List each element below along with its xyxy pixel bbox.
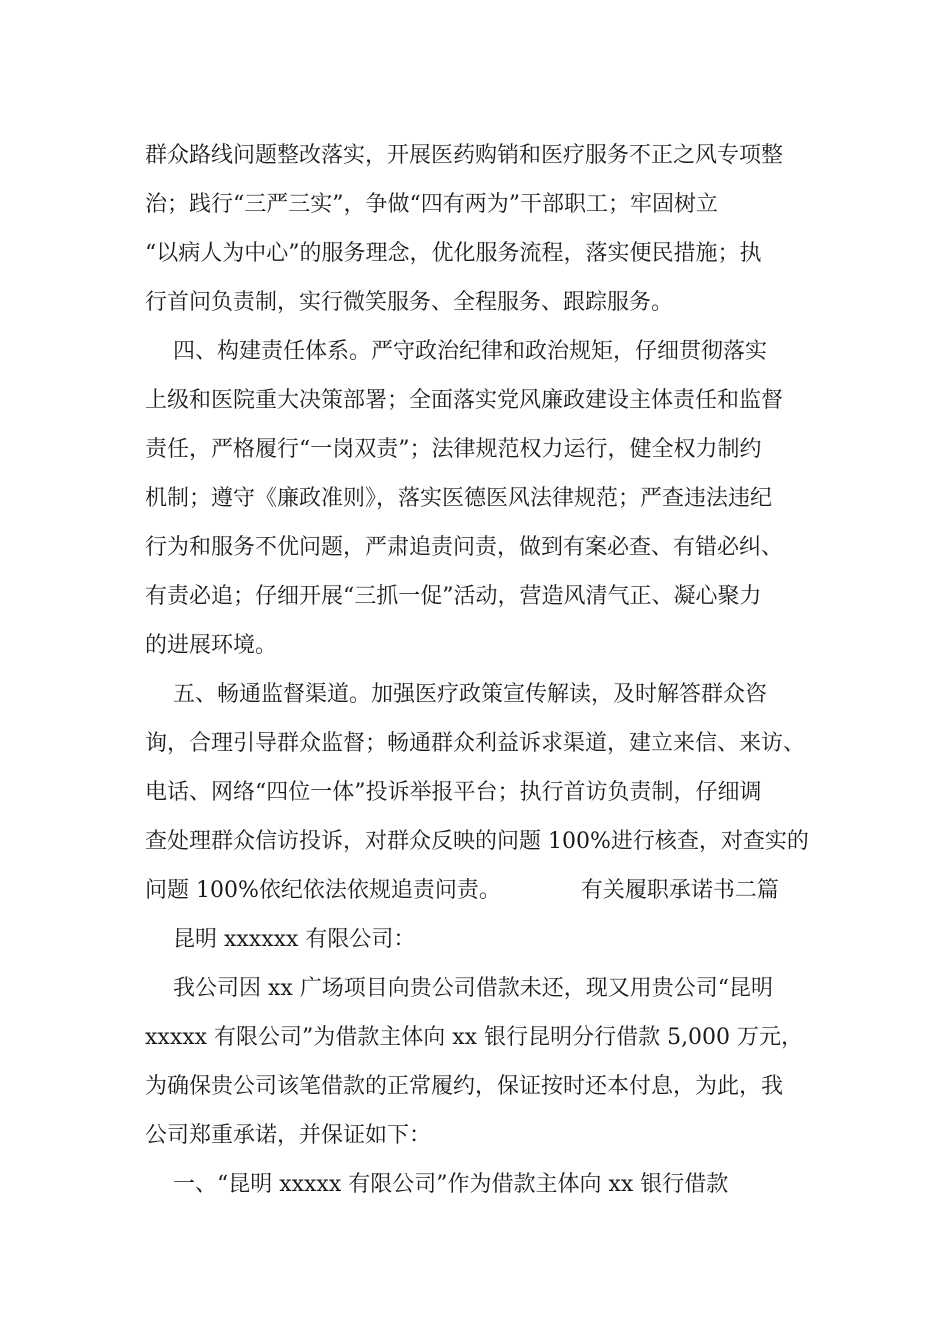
text-line-with-title (145, 866, 825, 915)
text-line: 一、“昆明 xxxxx 有限公司”作为借款主体向 xx 银行借款 (145, 1172, 729, 1197)
text-line: 行首问负责制，实行微笑服务、全程服务、跟踪服务。 (145, 290, 674, 315)
text-line: 的进展环境。 (145, 633, 278, 658)
text-segment: 问题 100%依纪依法依规追责问责。 (145, 878, 501, 903)
text-line: 询，合理引导群众监督；畅通群众利益诉求渠道，建立来信、来访、 (145, 731, 806, 756)
text-line: “以病人为中心”的服务理念，优化服务流程，落实便民措施；执 (145, 241, 762, 266)
text-line: 群众路线问题整改落实，开展医药购销和医疗服务不正之风专项整 (145, 143, 784, 168)
text-line: 治；践行“三严三实”，争做“四有两为”干部职工；牢固树立 (145, 192, 718, 217)
text-line: 电话、网络“四位一体”投诉举报平台；执行首访负责制，仔细调 (145, 780, 762, 805)
text-line: 公司郑重承诺，并保证如下： (145, 1123, 432, 1148)
section-title: 有关履职承诺书二篇 (580, 878, 779, 903)
text-line: 有责必追；仔细开展“三抓一促”活动，营造风清气正、凝心聚力 (145, 584, 762, 609)
text-line: 行为和服务不优问题，严肃追责问责，做到有案必查、有错必纠、 (145, 535, 784, 560)
text-line: 查处理群众信访投诉，对群众反映的问题 100%进行核查，对查实的 (145, 829, 809, 854)
text-line: 上级和医院重大决策部署；全面落实党风廉政建设主体责任和监督 (145, 388, 784, 413)
text-line: 责任，严格履行“一岗双责”；法律规范权力运行，健全权力制约 (145, 437, 762, 462)
document-body (145, 131, 825, 1209)
text-line: 我公司因 xx 广场项目向贵公司借款未还，现又用贵公司“昆明 (145, 976, 774, 1001)
text-line: 为确保贵公司该笔借款的正常履约，保证按时还本付息，为此，我 (145, 1074, 784, 1099)
text-line: 昆明 xxxxxx 有限公司： (145, 927, 416, 952)
text-line: 五、畅通监督渠道。加强医疗政策宣传解读，及时解答群众咨 (145, 682, 767, 707)
text-line: 机制；遵守《廉政准则》，落实医德医风法律规范；严查违法违纪 (145, 486, 773, 511)
text-line: 四、构建责任体系。严守政治纪律和政治规矩，仔细贯彻落实 (145, 339, 767, 364)
text-line: xxxxx 有限公司”为借款主体向 xx 银行昆明分行借款 5,000 万元， (145, 1025, 804, 1050)
